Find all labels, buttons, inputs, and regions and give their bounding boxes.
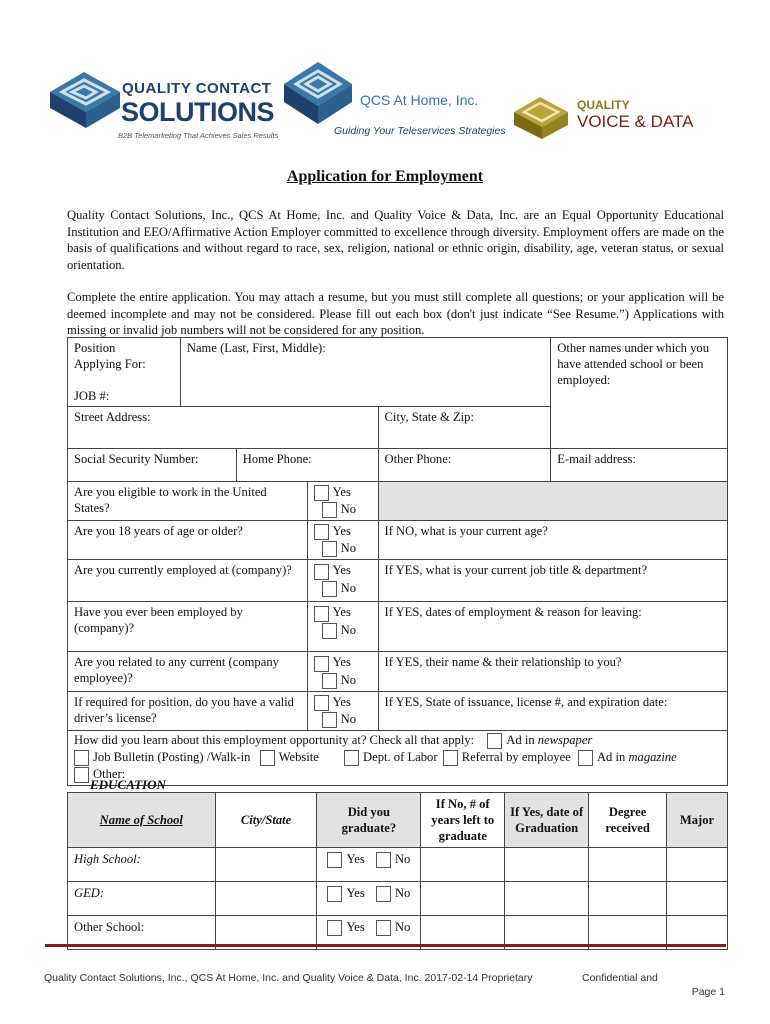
qcs-line1: QUALITY CONTACT <box>122 80 272 97</box>
q-license: If required for position, do you have a valid driver’s license? <box>68 691 308 730</box>
high-school-cell[interactable]: High School: <box>68 848 216 882</box>
qcs-home-tagline: Guiding Your Teleservices Strategies <box>334 125 506 137</box>
other-names-cell[interactable] <box>551 338 728 449</box>
employed-no-checkbox[interactable] <box>322 581 337 597</box>
labor-checkbox[interactable] <box>344 750 359 766</box>
qcs-logo-icon <box>50 70 122 130</box>
eligible-no-checkbox[interactable] <box>322 502 337 518</box>
city-state-zip-cell[interactable] <box>378 407 551 449</box>
email-label: E-mail address: <box>557 452 636 466</box>
table-row <box>68 848 728 882</box>
q-license-answers: Yes No <box>307 691 378 730</box>
related-no-checkbox[interactable] <box>322 673 337 689</box>
logo-banner <box>0 55 770 155</box>
street-address-label: Street Address: <box>74 410 151 424</box>
bulletin-checkbox[interactable] <box>74 750 89 766</box>
website-checkbox[interactable] <box>260 750 275 766</box>
ged-cell[interactable]: GED: <box>68 882 216 916</box>
years-left-cell[interactable] <box>421 848 505 882</box>
grad-date-cell[interactable] <box>505 882 589 916</box>
name-cell[interactable] <box>180 338 550 407</box>
home-phone-label: Home Phone: <box>242 452 312 466</box>
footer-page-number: Page 1 <box>691 986 725 998</box>
q-eligible: Are you eligible to work in the United States? <box>68 482 308 521</box>
city-state-zip-label: City, State & Zip: <box>384 410 474 424</box>
age18-yes-checkbox[interactable] <box>314 524 329 540</box>
position-cell[interactable] <box>68 338 181 407</box>
qcs-tagline: B2B Telemarketing That Achieves Sales Results <box>118 131 279 140</box>
referral-checkbox[interactable] <box>443 750 458 766</box>
q-18-follow[interactable]: If NO, what is your current age? <box>378 521 727 560</box>
license-no-checkbox[interactable] <box>322 712 337 728</box>
qvd-line1: QUALITY <box>577 98 630 112</box>
degree-header: Degree received <box>589 793 667 848</box>
grey-filler-cell <box>378 482 727 521</box>
footer-confidential: Confidential and <box>582 972 658 984</box>
q-related-answers: Yes No <box>307 652 378 691</box>
education-heading: EDUCATION <box>90 777 166 792</box>
qcs-home-logo-icon <box>284 60 354 126</box>
magazine-checkbox[interactable] <box>578 750 593 766</box>
q-eligible-answers: Yes No <box>307 482 378 521</box>
years-left-cell[interactable] <box>421 882 505 916</box>
q-employed: Are you currently employed at (company)? <box>68 560 308 602</box>
education-table <box>67 792 728 950</box>
related-yes-checkbox[interactable] <box>314 656 329 672</box>
footer-divider <box>45 944 726 947</box>
other-names-label: Other names under which you have attended school or been employed: <box>557 341 710 387</box>
school-header: Name of School <box>68 793 216 848</box>
q-18-answers: Yes No <box>307 521 378 560</box>
city-cell[interactable] <box>215 882 317 916</box>
years-left-header: If No, # of years left to graduate <box>421 793 505 848</box>
q-18: Are you 18 years of age or older? <box>68 521 308 560</box>
position-label: Position <box>74 341 116 355</box>
q-related-follow[interactable]: If YES, their name & their relationship to you? <box>378 652 727 691</box>
page-title: Application for Employment <box>286 168 484 185</box>
job-number-label: JOB #: <box>74 389 110 403</box>
hs-yes-checkbox[interactable] <box>327 852 342 868</box>
qcs-line2: SOLUTIONS <box>121 97 275 127</box>
degree-cell[interactable] <box>589 848 667 882</box>
name-label: Name (Last, First, Middle): <box>186 341 326 355</box>
ged-no-checkbox[interactable] <box>376 886 391 902</box>
major-header: Major <box>667 793 728 848</box>
other-yes-checkbox[interactable] <box>327 920 342 936</box>
graduate-cell: Yes No <box>317 916 421 950</box>
other-phone-cell[interactable] <box>378 449 551 482</box>
table-row <box>68 882 728 916</box>
ever-yes-checkbox[interactable] <box>314 606 329 622</box>
grad-date-header: If Yes, date of Graduation <box>505 793 589 848</box>
ged-yes-checkbox[interactable] <box>327 886 342 902</box>
qvd-line2: VOICE & DATA <box>577 112 694 131</box>
qvd-logo-icon <box>514 95 570 141</box>
q-learn: How did you learn about this employment opportunity at? Check all that apply: Ad in newspaper Job Bulletin (Posting) /Walk-in Website Dept. of Labor Referral by employee Ad in magazine Other: <box>68 730 728 785</box>
grad-date-cell[interactable] <box>505 848 589 882</box>
ssn-label: Social Security Number: <box>74 452 199 466</box>
age18-no-checkbox[interactable] <box>322 541 337 557</box>
graduate-cell: Yes No <box>317 882 421 916</box>
q-ever-follow[interactable]: If YES, dates of employment & reason for leaving: <box>378 602 727 652</box>
newspaper-checkbox[interactable] <box>487 733 502 749</box>
other-phone-label: Other Phone: <box>384 452 452 466</box>
other-school-cell[interactable]: Other School: <box>68 916 216 950</box>
intro-paragraph: Quality Contact Solutions, Inc., QCS At Home, Inc. and Quality Voice & Data, Inc. are an Equal Opportunity Educational Institution and EEO/Affirmative Action Employer committed to excellence through diversity. Employment offers are made on the basis of qualifications and without regard to race, sex, religion, national or ethnic origin, disability, age, veteran status, or sexual orientation. <box>67 208 724 272</box>
q-ever: Have you ever been employed by (company)? <box>68 602 308 652</box>
city-cell[interactable] <box>215 848 317 882</box>
applicant-info-table <box>67 337 728 786</box>
q-related: Are you related to any current (company employee)? <box>68 652 308 691</box>
q-employed-answers: Yes No <box>307 560 378 602</box>
degree-cell[interactable] <box>589 882 667 916</box>
ssn-cell[interactable] <box>68 449 237 482</box>
home-phone-cell[interactable] <box>236 449 378 482</box>
eligible-yes-checkbox[interactable] <box>314 485 329 501</box>
q-employed-follow[interactable]: If YES, what is your current job title & department? <box>378 560 727 602</box>
other-checkbox[interactable] <box>74 767 89 783</box>
street-address-cell[interactable] <box>68 407 379 449</box>
instructions-paragraph: Complete the entire application. You may attach a resume, but you must still complete all questions; or your application will be deemed incomplete and may not be considered. Please fill out each box (don't just indicate “See Resume.”) Applications with missing or invalid job numbers will not be considered for any position. <box>67 290 724 337</box>
applying-for-label: Applying For: <box>74 357 146 371</box>
q-license-follow[interactable]: If YES, State of issuance, license #, and expiration date: <box>378 691 727 730</box>
graduate-header: Did you graduate? <box>317 793 421 848</box>
license-yes-checkbox[interactable] <box>314 695 329 711</box>
employed-yes-checkbox[interactable] <box>314 564 329 580</box>
q-ever-answers: Yes No <box>307 602 378 652</box>
ever-no-checkbox[interactable] <box>322 623 337 639</box>
city-header: City/State <box>215 793 317 848</box>
major-cell[interactable] <box>667 848 728 882</box>
hs-no-checkbox[interactable] <box>376 852 391 868</box>
q-learn-label: How did you learn about this employment opportunity at? Check all that apply: <box>74 732 475 747</box>
major-cell[interactable] <box>667 882 728 916</box>
qcs-home-name: QCS At Home, Inc. <box>360 92 479 108</box>
email-cell[interactable] <box>551 449 728 482</box>
graduate-cell: Yes No <box>317 848 421 882</box>
other-no-checkbox[interactable] <box>376 920 391 936</box>
footer-left: Quality Contact Solutions, Inc., QCS At Home, Inc. and Quality Voice & Data, Inc. 2017-02-14 Proprietary <box>44 972 533 984</box>
